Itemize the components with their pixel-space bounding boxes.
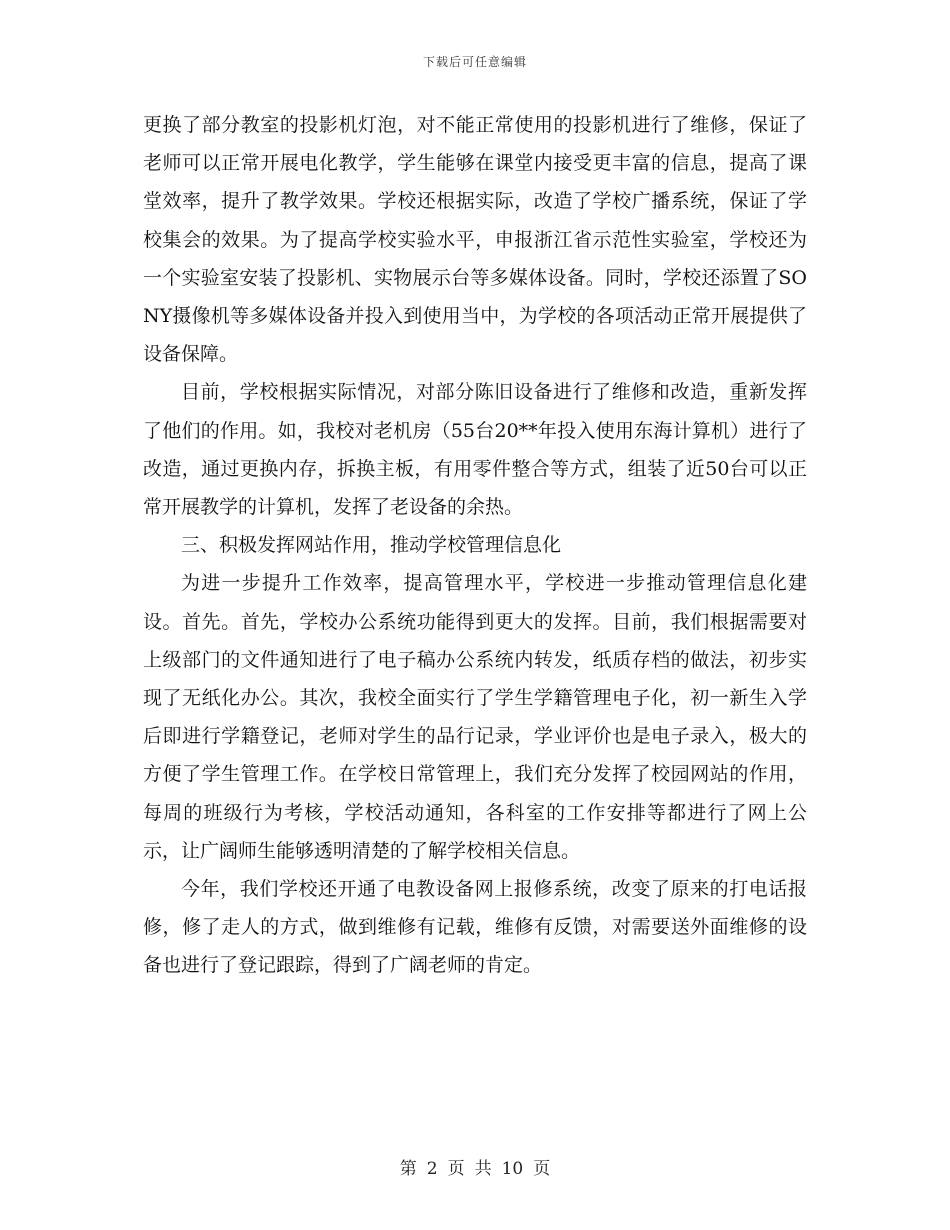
paragraph-1: 更换了部分教室的投影机灯泡，对不能正常使用的投影机进行了维修，保证了老师可以正常开展电化教学，学生能够在课堂内接受更丰富的信息，提高了课堂效率，提升了教学效果。学校还根据实际，改造了学校广播系统，保证了学校集会的效果。为了提高学校实验水平，申报浙江省示范性实验室，学校还为一个实验室安装了投影机、实物展示台等多媒体设备。同时，学校还添置了SONY摄像机等多媒体设备并投入到使用当中，为学校的各项活动正常开展提供了设备保障。	[143, 114, 807, 366]
paragraph-3: 为进一步提升工作效率，提高管理水平，学校进一步推动管理信息化建设。首先。首先，学校办公系统功能得到更大的发挥。目前，我们根据需要对上级部门的文件通知进行了电子稿办公系统内转发，纸质存档的做法，初步实现了无纸化办公。其次，我校全面实行了学生学籍管理电子化，初一新生入学后即进行学籍登记，老师对学生的品行记录，学业评价也是电子录入，极大的方便了学生管理工作。在学校日常管理上，我们充分发挥了校园网站的作用，每周的班级行为考核，学校活动通知，各科室的工作安排等都进行了网上公示，让广阔师生能够透明清楚的了解学校相关信息。	[143, 572, 807, 862]
page-footer	[0, 1154, 950, 1179]
page-prefix: 第	[399, 1159, 417, 1179]
paragraph-2: 目前，学校根据实际情况，对部分陈旧设备进行了维修和改造，重新发挥了他们的作用。如，我校对老机房（55台20**年投入使用东海计算机）进行了改造，通过更换内存，拆换主板，有用零件整合等方式，组装了近50台可以正常开展教学的计算机，发挥了老设备的余热。	[143, 381, 807, 519]
section-heading: 三、积极发挥网站作用，推动学校管理信息化	[181, 534, 562, 557]
page-label: 页	[447, 1159, 465, 1179]
paragraph-4: 今年，我们学校还开通了电教设备网上报修系统，改变了原来的打电话报修，修了走人的方式，做到维修有记载，维修有反馈，对需要送外面维修的设备也进行了登记跟踪，得到了广阔老师的肯定。	[143, 878, 807, 977]
document-body	[143, 106, 807, 985]
header-note: 下载后可任意编辑	[422, 55, 527, 69]
total-suffix: 页	[533, 1159, 551, 1179]
page-number: 2	[426, 1159, 438, 1179]
total-prefix: 共	[474, 1159, 492, 1179]
total-pages: 10	[501, 1159, 524, 1179]
